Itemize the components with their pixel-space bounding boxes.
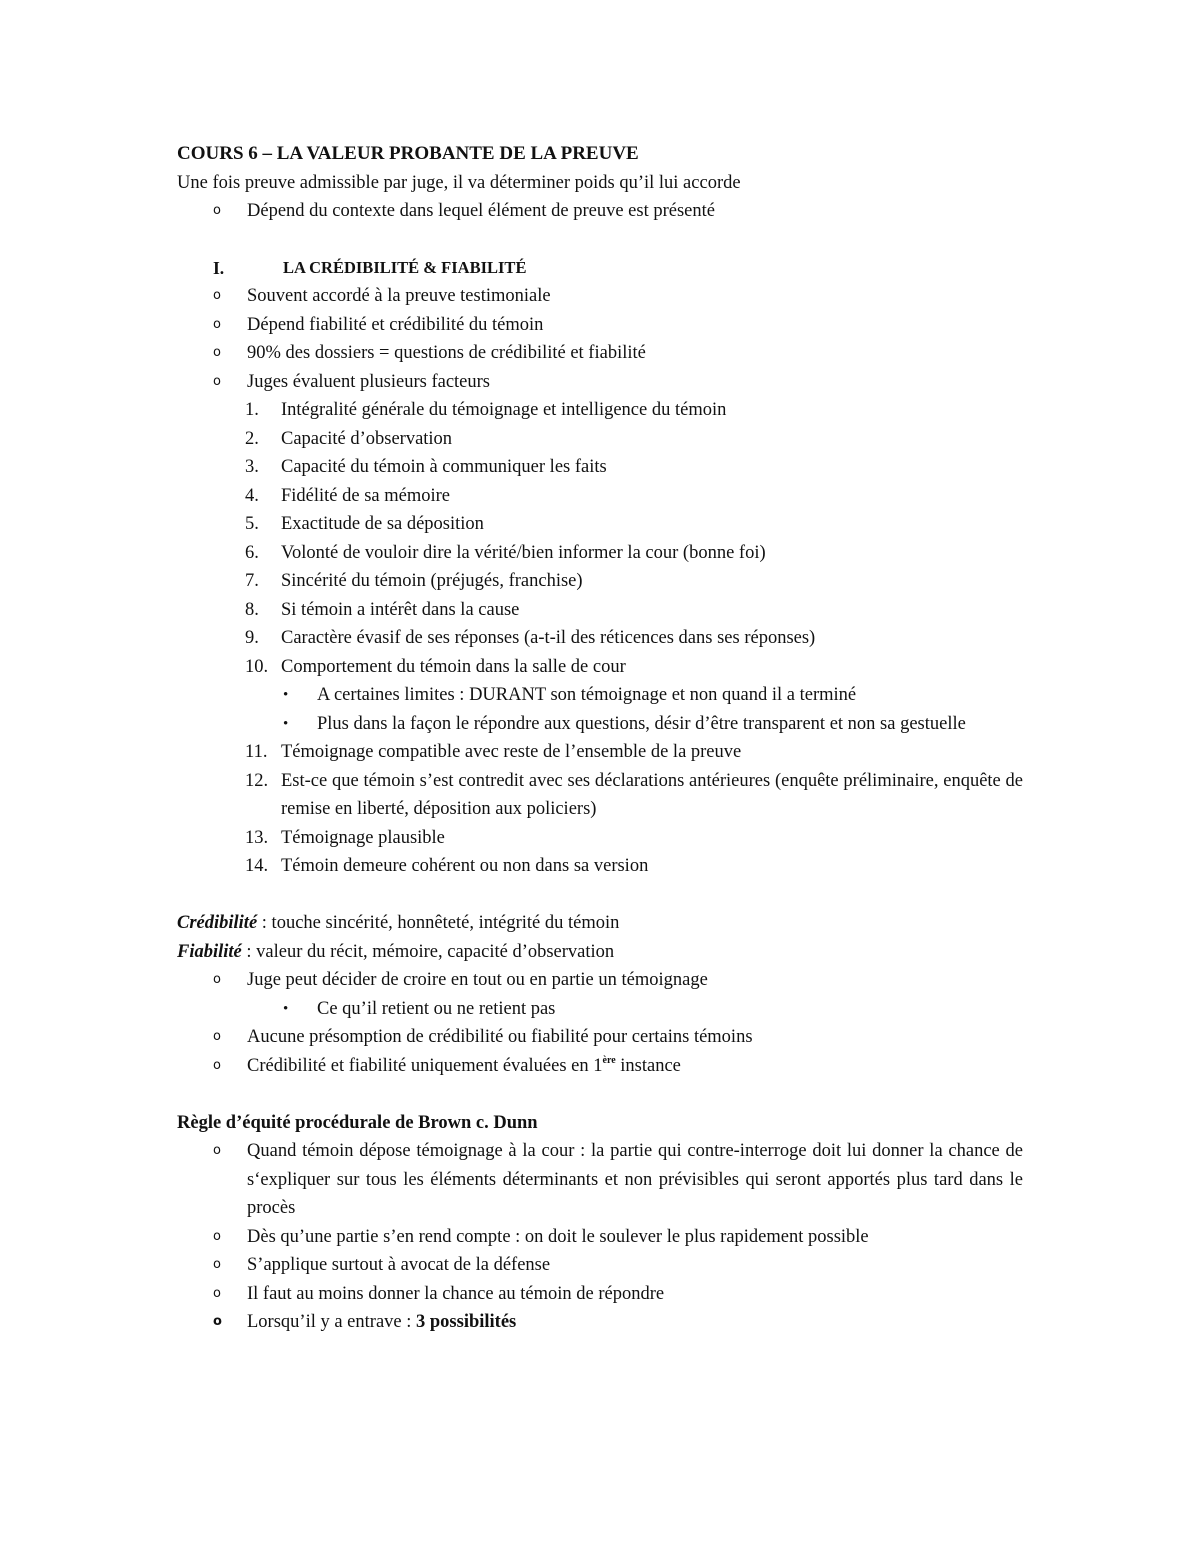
bullet-icon: • — [283, 715, 289, 732]
list-item: o S’applique surtout à avocat de la défense — [177, 1251, 1023, 1280]
list-item: o Juges évaluent plusieurs facteurs — [177, 368, 1023, 397]
factor-item: 5. Exactitude de sa déposition — [245, 514, 484, 534]
circle-bullet-icon: o — [213, 316, 221, 332]
section-heading: I. LA CRÉDIBILITÉ & FIABILITÉ — [177, 254, 1023, 283]
list-item: o 90% des dossiers = questions de crédibilité et fiabilité — [177, 339, 1023, 368]
factor-item: 9. Caractère évasif de ses réponses (a-t-il des réticences dans ses réponses) — [245, 628, 816, 648]
factor-item: 6. Volonté de vouloir dire la vérité/bien informer la cour (bonne foi) — [245, 542, 766, 563]
list-item: o Crédibilité et fiabilité uniquement évaluées en 1ère instance — [177, 1052, 1023, 1081]
list-item: o Dès qu’une partie s’en rend compte : on doit le soulever le plus rapidement possible — [177, 1223, 1023, 1252]
circle-bullet-icon: o — [213, 373, 221, 389]
factor-item: 2. Capacité d’observation — [245, 428, 453, 449]
factor-item: 4. Fidélité de sa mémoire — [245, 485, 451, 506]
intro-text: Une fois preuve admissible par juge, il va déterminer poids qu’il lui accorde — [177, 172, 741, 193]
circle-bullet-icon: o — [213, 345, 221, 360]
factor-item: 13. Témoignage plausible — [245, 827, 445, 848]
factor-item: 7. Sincérité du témoin (préjugés, franchise) — [245, 571, 583, 591]
circle-bullet-icon: o — [213, 288, 221, 303]
circle-bullet-icon: o — [213, 203, 221, 218]
factor-item: 12. Est-ce que témoin s’est contredit avec ses déclarations antérieures (enquête préliminaire, enquête de remise en liberté, déposition aux policiers) — [245, 770, 1023, 819]
bullet-icon: • — [283, 1000, 289, 1017]
list-item: o Dépend du contexte dans lequel élément de preuve est présenté — [177, 197, 1023, 226]
circle-bullet-icon: o — [213, 1257, 221, 1272]
circle-bullet-icon: o — [213, 1143, 221, 1158]
factor-item: 1. Intégralité générale du témoignage et intelligence du témoin — [245, 400, 727, 420]
section-numeral: I. — [213, 257, 225, 278]
fiabilite-definition: Fiabilité : valeur du récit, mémoire, capacité d’observation — [177, 941, 615, 962]
circle-bullet-icon: o — [213, 1057, 221, 1073]
document-page — [177, 138, 1023, 1337]
credibilite-definition: Crédibilité : touche sincérité, honnêteté, intégrité du témoin — [177, 913, 620, 933]
brown-heading: Règle d’équité procédurale de Brown c. Dunn — [177, 1112, 538, 1133]
bullet-icon: • — [283, 687, 289, 703]
list-item: o Juge peut décider de croire en tout ou en partie un témoignage — [177, 966, 1023, 995]
circle-bullet-icon: o — [213, 1029, 221, 1044]
factor-item: 3. Capacité du témoin à communiquer les faits — [245, 457, 607, 477]
factor-item: 10. Comportement du témoin dans la salle de cour — [245, 656, 626, 677]
sub-bullet-item: • A certaines limites : DURANT son témoignage et non quand il a terminé — [177, 681, 1023, 710]
sub-bullet-item: • Ce qu’il retient ou ne retient pas — [177, 995, 1023, 1024]
factor-item: 11. Témoignage compatible avec reste de l’ensemble de la preuve — [245, 742, 742, 762]
factor-item: 8. Si témoin a intérêt dans la cause — [245, 599, 520, 620]
circle-bullet-icon: o — [213, 1228, 221, 1244]
list-item: o Souvent accordé à la preuve testimoniale — [177, 282, 1023, 311]
list-item: o Lorsqu’il y a entrave : 3 possibilités — [177, 1308, 1023, 1337]
circle-bullet-icon: o — [213, 1314, 222, 1329]
circle-bullet-icon: o — [213, 1285, 221, 1301]
list-item: o Aucune présomption de crédibilité ou fiabilité pour certains témoins — [177, 1023, 1023, 1052]
document-title: COURS 6 – LA VALEUR PROBANTE DE LA PREUVE — [177, 143, 639, 164]
list-item: o Quand témoin dépose témoignage à la cour : la partie qui contre-interroge doit lui donner la chance de s‘expliquer sur tous les éléments déterminants et non prévisibles qui seront apportés plus tard dans le procès — [177, 1137, 1023, 1223]
list-item: o Il faut au moins donner la chance au témoin de répondre — [177, 1280, 1023, 1309]
list-item: o Dépend fiabilité et crédibilité du témoin — [177, 311, 1023, 340]
factor-item: 14. Témoin demeure cohérent ou non dans sa version — [245, 856, 649, 876]
sub-bullet-item: • Plus dans la façon le répondre aux questions, désir d’être transparent et non sa gestuelle — [177, 710, 1023, 739]
circle-bullet-icon: o — [213, 972, 221, 987]
